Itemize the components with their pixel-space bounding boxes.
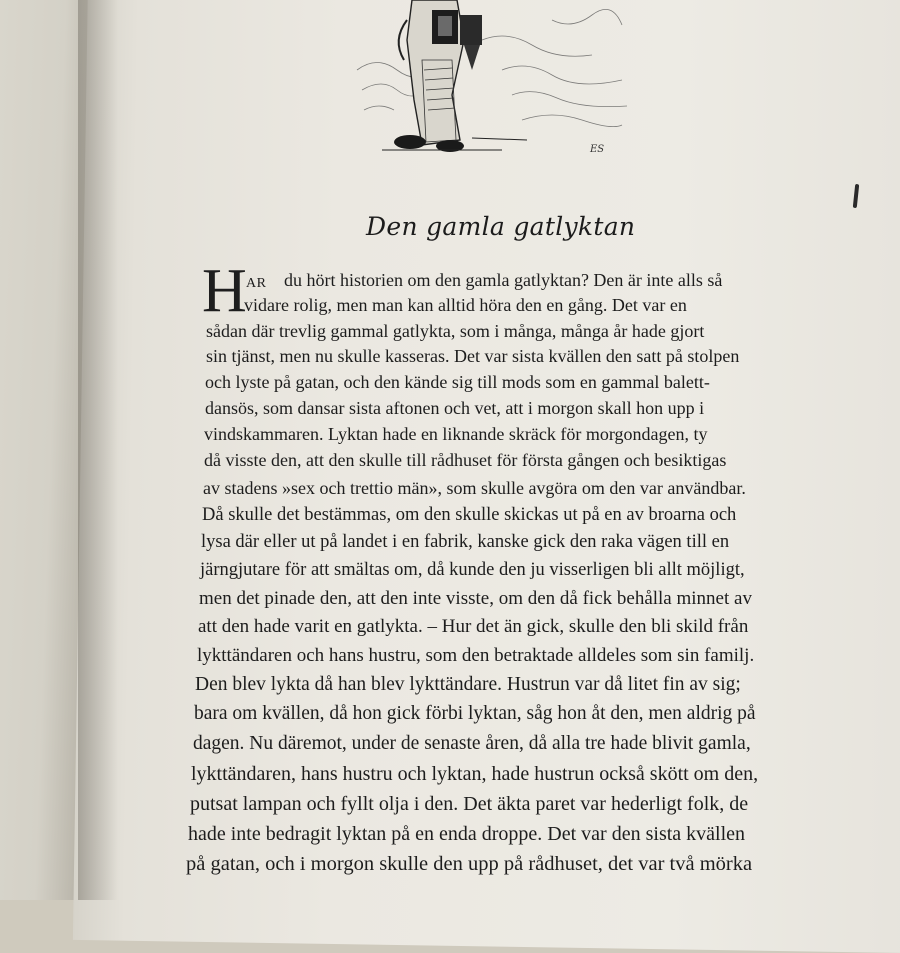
first-word-smallcaps: AR	[246, 276, 267, 291]
text-line: Då skulle det bestämmas, om den skulle skickas ut på en av broarna och	[202, 505, 737, 525]
text-line: på gatan, och i morgon skulle den upp på rådhuset, det var två mörka	[186, 853, 753, 875]
chapter-title: Den gamla gatlyktan	[366, 212, 636, 241]
text-line: lysa där eller ut på landet i en fabrik, kanske gick den raka vägen till en	[201, 532, 730, 552]
text-line: putsat lampan och fyllt olja i den. Det äkta paret var hederligt folk, de	[190, 793, 749, 815]
text-line: lykttändaren, hans hustru och lyktan, hade hustrun också skött om den,	[191, 763, 759, 785]
text-line: Den blev lykta då han blev lykttändare. Hustrun var då litet fin av sig;	[195, 674, 741, 695]
text-line: av stadens »sex och trettio män», som skulle avgöra om den var användbar.	[203, 478, 746, 498]
text-line: att den hade varit en gatlykta. – Hur det än gick, skulle den bli skild från	[198, 616, 749, 637]
text-line: dagen. Nu däremot, under de senaste åren, då alla tre hade blivit gamla,	[193, 733, 751, 754]
text-line: du hört historien om den gamla gatlyktan? Den är inte alls så	[284, 270, 723, 290]
text-line: vindskammaren. Lyktan hade en liknande skräck för morgondagen, ty	[204, 424, 708, 444]
drop-cap: H	[202, 257, 247, 325]
text-line: vidare rolig, men man kan alltid höra den en gång. Det var en	[244, 295, 687, 315]
text-line: dansös, som dansar sista aftonen och vet, att i morgon skall hon upp i	[205, 398, 705, 418]
text-line: hade inte bedragit lyktan på en enda droppe. Det var den sista kvällen	[188, 823, 746, 845]
text-line: bara om kvällen, då hon gick förbi lyktan, såg hon åt den, men aldrig på	[194, 703, 756, 724]
illustration-signature: ES	[590, 144, 605, 155]
text-line: och lyste på gatan, och den kände sig till mods som en gammal balett-	[205, 372, 710, 392]
text-line: järngjutare för att smältas om, då kunde den ju visserligen bli allt möjligt,	[200, 560, 745, 580]
text-line: sådan där trevlig gammal gatlykta, som i många, många år hade gjort	[206, 321, 705, 341]
text-line: sin tjänst, men nu skulle kasseras. Det var sista kvällen den satt på stolpen	[206, 346, 740, 366]
text-line: men det pinade den, att den inte visste, om den då fick behålla minnet av	[199, 588, 752, 609]
text-line: lykttändaren och hans hustru, som den betraktade alldeles som sin familj.	[197, 645, 755, 666]
text-line: då visste den, att den skulle till rådhuset för första gången och besiktigas	[204, 450, 727, 470]
